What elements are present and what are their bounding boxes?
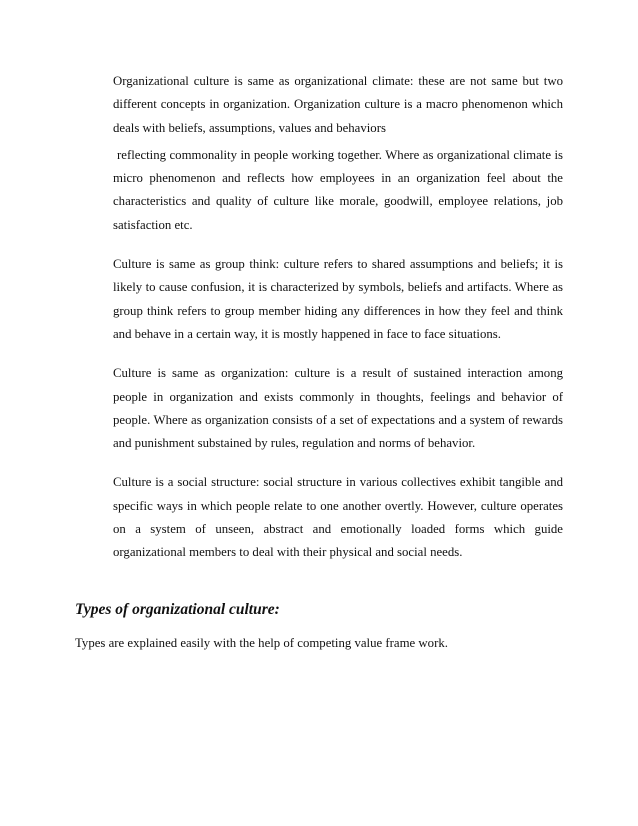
section-heading: Types of organizational culture:	[75, 601, 280, 618]
paragraph-social-structure: Culture is a social structure: social structure in various collectives exhibit tangible and specific ways in which people relate to one another overtly. However, culture operates on a system of unseen, abstract and emotionally loaded forms which guide organizational members to deal with their physical and social needs.	[113, 475, 563, 560]
paragraph-group-think: Culture is same as group think: culture refers to shared assumptions and beliefs; it is likely to cause confusion, it is characterized by symbols, beliefs and artifacts. Where as group think refers to group member hiding any differences in how they feel and think and behave in a certain way, it is mostly happened in face to face situations.	[113, 257, 563, 341]
indented-paragraphs	[113, 70, 563, 581]
section-intro: Types are explained easily with the help of competing value frame work.	[75, 636, 448, 650]
paragraph-climate-continued: reflecting commonality in people working together. Where as organizational climate is micro phenomenon and reflects how employees in an organization feel about the characteristics and quality of culture like morale, goodwill, employee relations, job satisfaction etc.	[113, 147, 563, 232]
paragraph-organization: Culture is same as organization: culture is a result of sustained interaction among people in organization and exists commonly in thoughts, feelings and behavior of people. Where as organization consists of a set of expectations and a system of rewards and punishment substained by rules, regulation and norms of behavior.	[113, 366, 563, 451]
paragraph-climate: Organizational culture is same as organizational climate: these are not same but two different concepts in organization. Organization culture is a macro phenomenon which deals with beliefs, assumptions, values and behaviors	[113, 74, 563, 135]
